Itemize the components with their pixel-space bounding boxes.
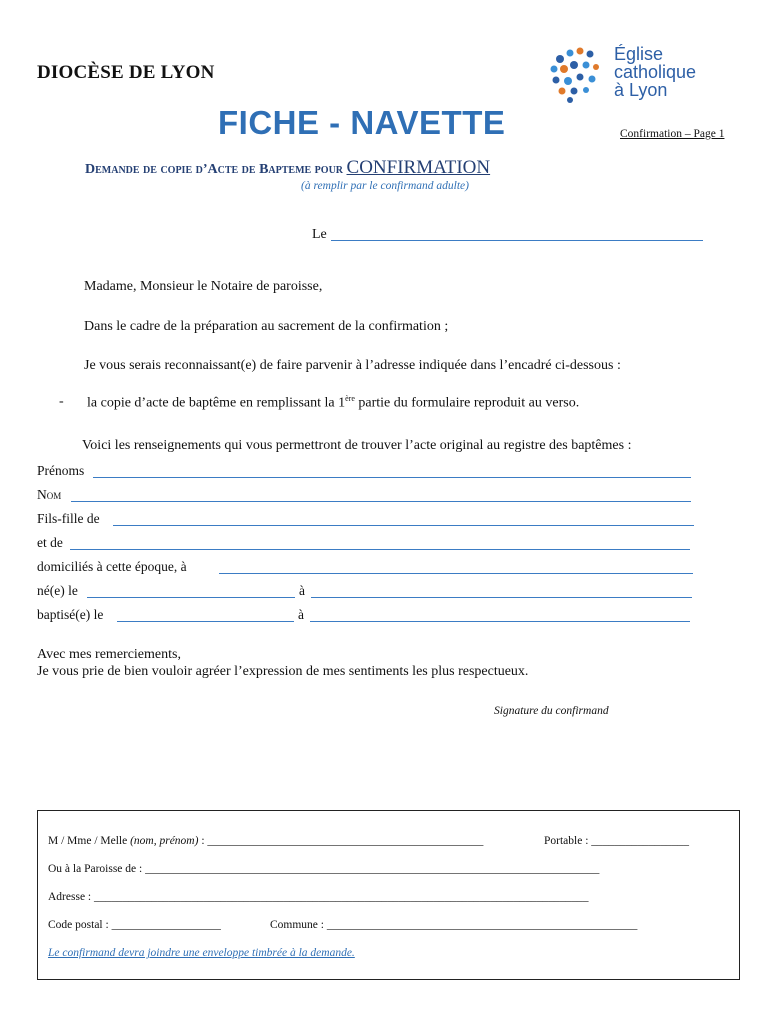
logo-wordmark: Église catholique à Lyon (614, 44, 697, 100)
fils-fille-label: Fils-fille de (37, 511, 100, 526)
info-intro: Voici les renseignements qui vous permettront de trouver l’acte original au registre des baptêmes : (82, 438, 632, 453)
baptism-date-field-line[interactable] (117, 621, 294, 622)
request-subtitle (85, 157, 490, 179)
date-label: Le (312, 227, 327, 242)
subtitle-emphasis: CONFIRMATION (346, 157, 491, 178)
adresse-field[interactable]: Adresse : ______________________________________________________________________________________ (48, 891, 589, 903)
et-de-label: et de (37, 535, 63, 550)
page-reference: Confirmation – Page 1 (620, 128, 725, 140)
domicilies-field-line[interactable] (219, 573, 693, 574)
nom-label: Nom (37, 487, 62, 502)
request-line: Je vous serais reconnaissant(e) de faire parvenir à l’adresse indiquée dans l’encadré ci-dessous : (84, 358, 621, 373)
logo-mark-icon (546, 45, 610, 105)
context-line: Dans le cadre de la préparation au sacrement de la confirmation ; (84, 319, 449, 334)
birth-date-label: né(e) le (37, 583, 78, 598)
fils-fille-field-line[interactable] (113, 525, 694, 526)
subtitle-main: Demande de copie d’Acte de Bapteme pour (85, 162, 344, 177)
commune-field[interactable]: Commune : ______________________________________________________ (270, 919, 638, 931)
envelope-note: Le confirmand devra joindre une enveloppe timbrée à la demande. (48, 947, 355, 959)
recipient-name-field[interactable]: : ________________________________________________ (198, 835, 484, 847)
recipient-name-row: M / Mme / Melle (nom, prénom) : ________________________________________________ (48, 835, 484, 847)
bullet-dash: - (59, 394, 64, 409)
thanks-line: Avec mes remerciements, (37, 647, 181, 662)
birth-date-field-line[interactable] (87, 597, 295, 598)
fill-instruction: (à remplir par le confirmand adulte) (301, 180, 469, 192)
paroisse-field[interactable]: Ou à la Paroisse de : _______________________________________________________________________________ (48, 863, 600, 875)
eglise-lyon-logo (546, 45, 746, 107)
signature-label: Signature du confirmand (494, 705, 609, 717)
domicilies-label: domiciliés à cette époque, à (37, 559, 187, 574)
greeting: Madame, Monsieur le Notaire de paroisse, (84, 279, 323, 294)
date-field-line[interactable] (331, 240, 703, 241)
birth-place-label: à (299, 583, 305, 598)
baptism-date-label: baptisé(e) le (37, 607, 104, 622)
code-postal-field[interactable]: Code postal : ___________________ (48, 919, 221, 931)
prenoms-field-line[interactable] (93, 477, 691, 478)
diocese-heading: DIOCÈSE DE LYON (37, 62, 215, 83)
et-de-field-line[interactable] (70, 549, 690, 550)
baptism-place-field-line[interactable] (310, 621, 690, 622)
bullet-item: la copie d’acte de baptême en remplissant la 1ère partie du formulaire reproduit au verso. (87, 394, 580, 411)
nom-field-line[interactable] (71, 501, 691, 502)
document-title: FICHE - NAVETTE (218, 104, 506, 141)
salutation-line: Je vous prie de bien vouloir agréer l’expression de mes sentiments les plus respectueux. (37, 664, 529, 679)
return-address-box (37, 810, 740, 980)
birth-place-field-line[interactable] (311, 597, 692, 598)
baptism-place-label: à (298, 607, 304, 622)
prenoms-label: Prénoms (37, 463, 85, 478)
portable-field[interactable]: Portable : _________________ (544, 835, 690, 847)
